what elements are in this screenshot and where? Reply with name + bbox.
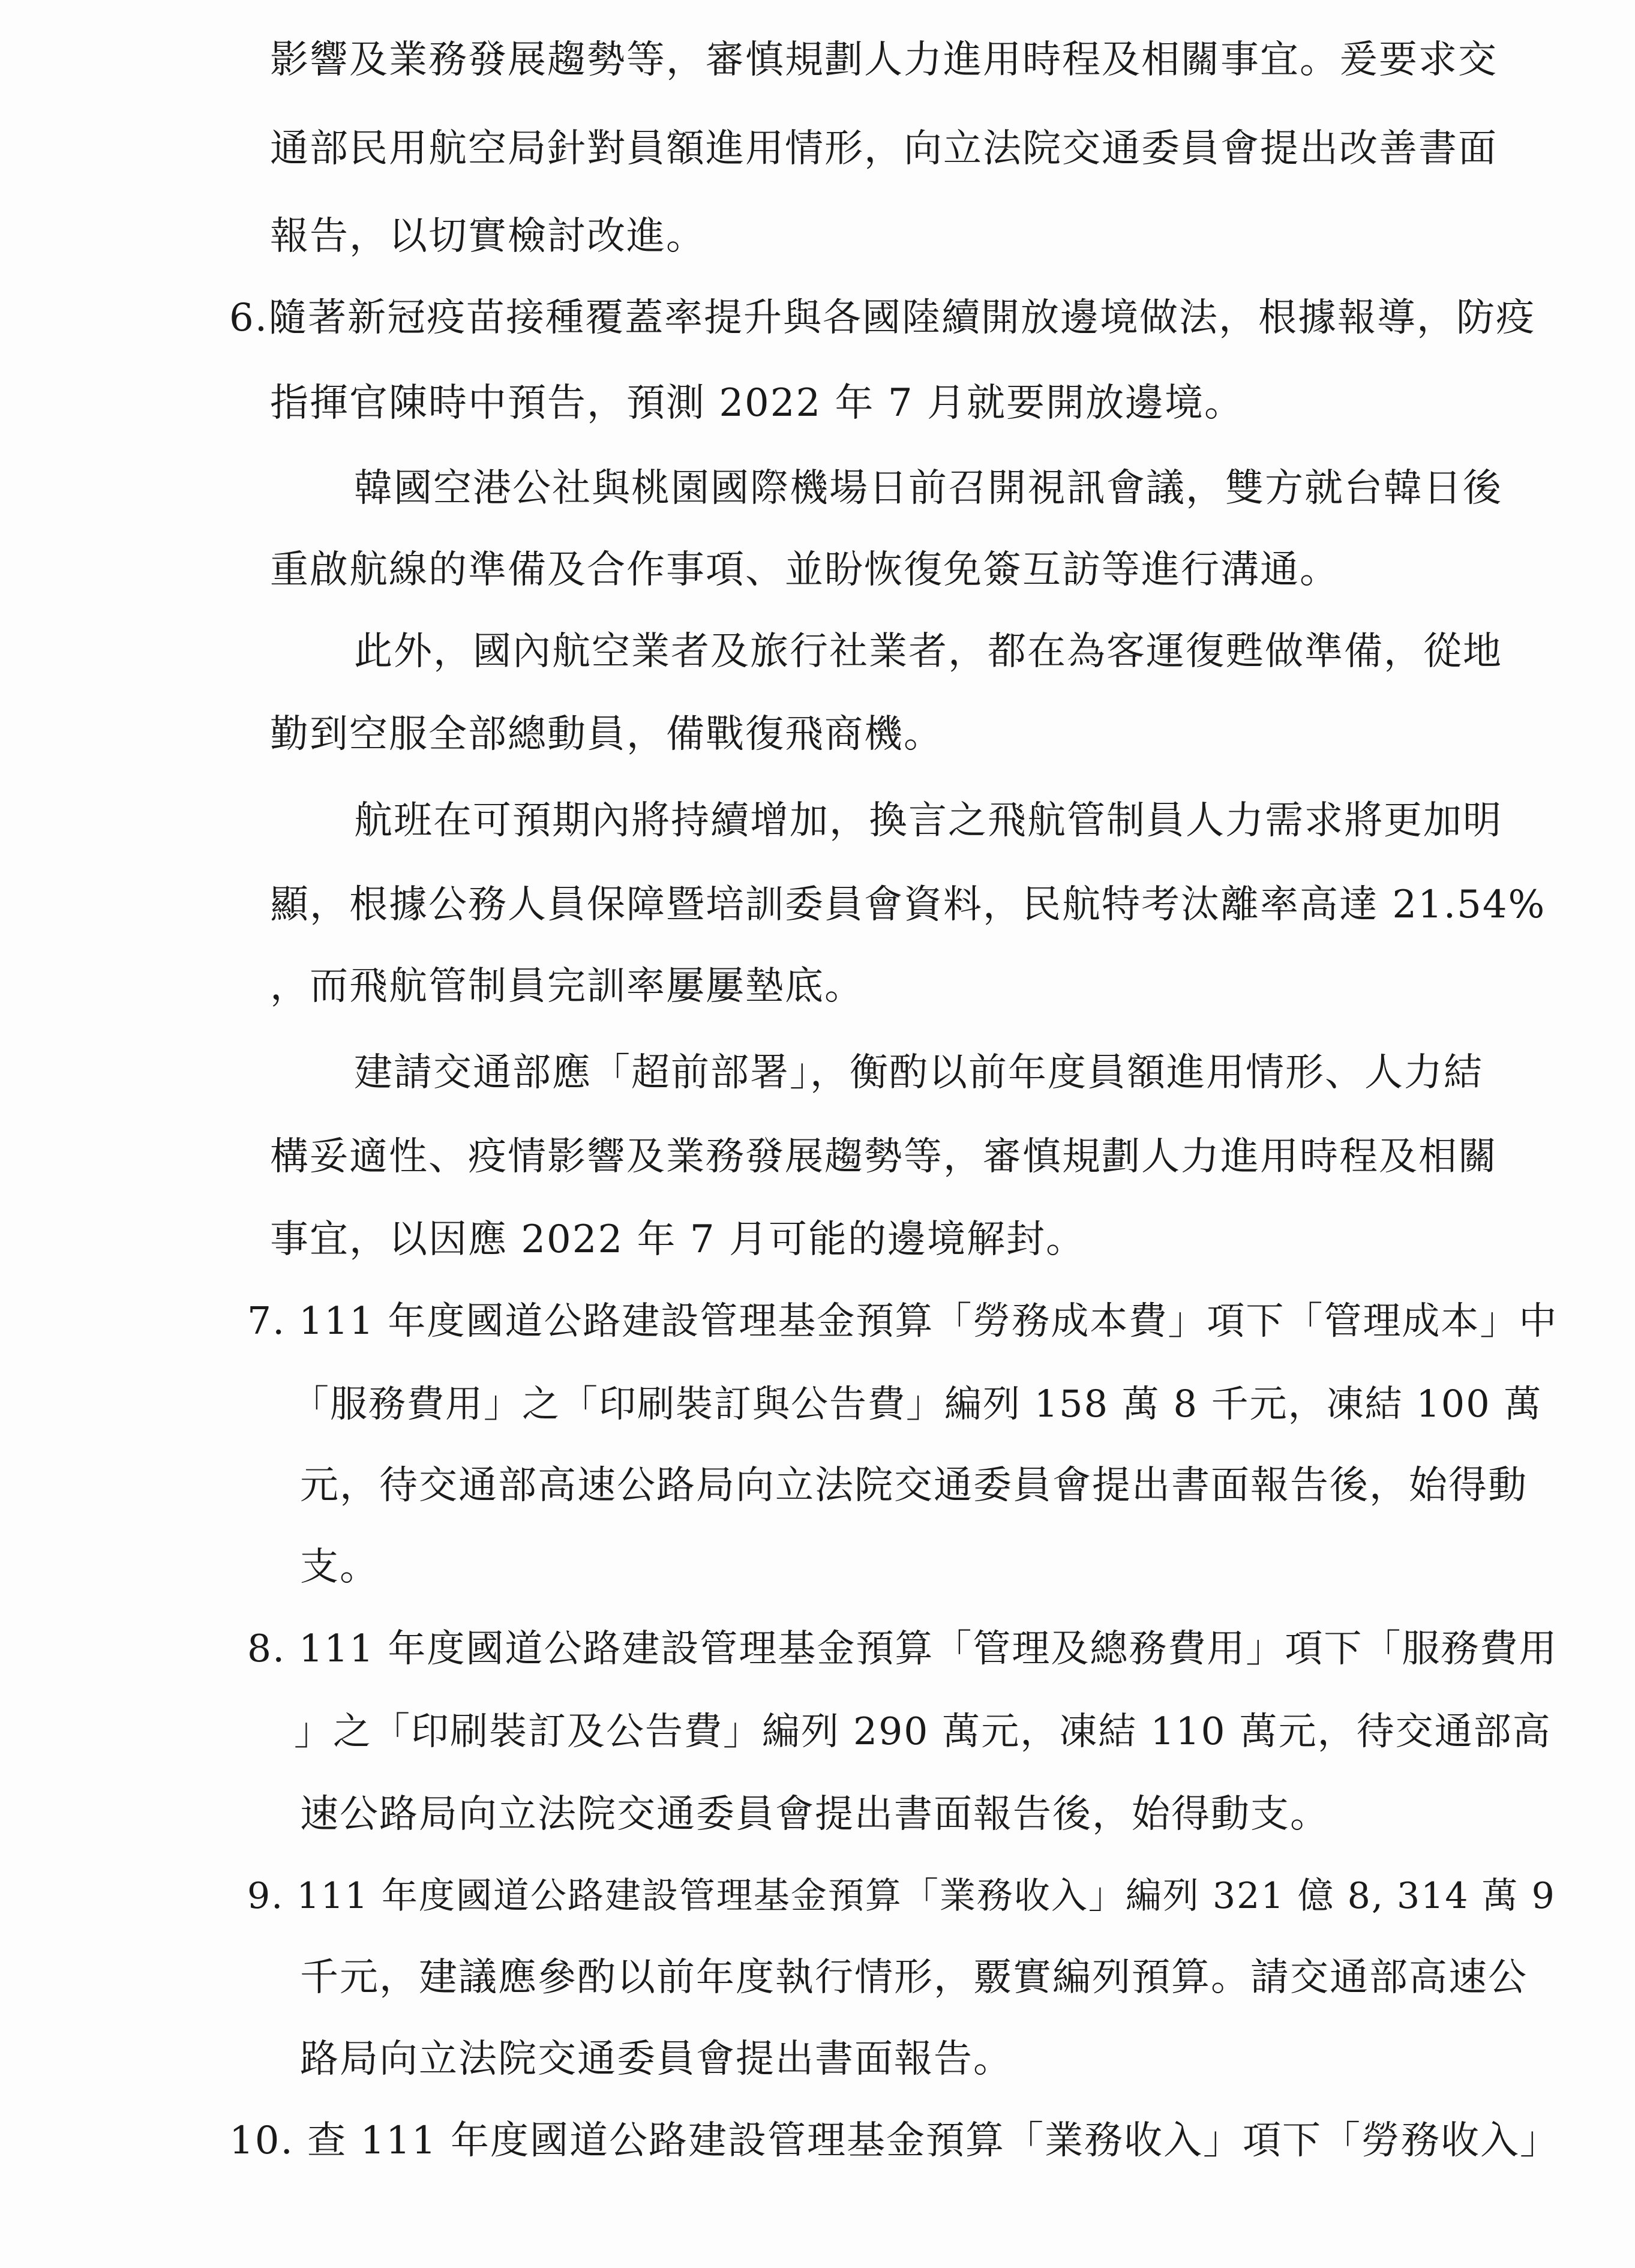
text-line: 指揮官陳時中預告，預測 2022 年 7 月就要開放邊境。 [270, 381, 1244, 425]
text-line: 路局向立法院交通委員會提出書面報告。 [300, 2037, 1013, 2081]
paragraph-start: 韓國空港公社與桃園國際機場日前召開視訊會議，雙方就台韓日後 [354, 466, 1502, 511]
text-line: 重啟航線的準備及合作事項、並盼恢復免簽互訪等進行溝通。 [270, 548, 1339, 592]
text-line: 通部民用航空局針對員額進用情形，向立法院交通委員會提出改善書面 [270, 127, 1498, 171]
text-line: 支。 [300, 1545, 379, 1589]
text-line: 元，待交通部高速公路局向立法院交通委員會提出書面報告後，始得動 [300, 1463, 1528, 1508]
text-line: ，而飛航管制員完訓率屢屢墊底。 [270, 964, 864, 1009]
text-line: 」之「印刷裝訂及公告費」編列 290 萬元，凍結 110 萬元，待交通部高 [294, 1709, 1552, 1753]
text-line: 速公路局向立法院交通委員會提出書面報告後，始得動支。 [300, 1792, 1330, 1837]
text-line: 構妥適性、疫情影響及業務發展趨勢等，審慎規劃人力進用時程及相關 [270, 1135, 1498, 1179]
text-line: 千元，建議應參酌以前年度執行情形，覈實編列預算。請交通部高速公 [300, 1955, 1528, 2000]
list-item-7: 7. 111 年度國道公路建設管理基金預算「勞務成本費」項下「管理成本」中 [247, 1299, 1558, 1343]
list-item-6: 6.隨著新冠疫苗接種覆蓋率提升與各國陸續開放邊境做法，根據報導，防疫 [229, 296, 1536, 340]
text-line: 勤到空服全部總動員，備戰復飛商機。 [270, 712, 943, 757]
paragraph-start: 建請交通部應「超前部署」，衡酌以前年度員額進用情形、人力結 [354, 1051, 1483, 1095]
text-line: 事宜，以因應 2022 年 7 月可能的邊境解封。 [270, 1217, 1085, 1262]
paragraph-start: 此外，國內航空業者及旅行社業者，都在為客運復甦做準備，從地 [354, 629, 1502, 674]
text-line: 報告，以切實檢討改進。 [270, 214, 706, 259]
text-line: 「服務費用」之「印刷裝訂與公告費」編列 158 萬 8 千元，凍結 100 萬 [292, 1382, 1543, 1426]
list-item-10: 10. 查 111 年度國道公路建設管理基金預算「業務收入」項下「勞務收入」 [229, 2119, 1559, 2163]
list-item-9: 9. 111 年度國道公路建設管理基金預算「業務收入」編列 321 億 8, 314 萬 9 [247, 1875, 1556, 1917]
list-item-8: 8. 111 年度國道公路建設管理基金預算「管理及總務費用」項下「服務費用 [247, 1627, 1558, 1670]
text-line: 影響及業務發展趨勢等，審慎規劃人力進用時程及相關事宜。爰要求交 [270, 38, 1498, 82]
paragraph-start: 航班在可預期內將持續增加，換言之飛航管制員人力需求將更加明 [354, 799, 1502, 843]
text-line: 顯，根據公務人員保障暨培訓委員會資料，民航特考汰離率高達 21.54% [270, 883, 1546, 927]
